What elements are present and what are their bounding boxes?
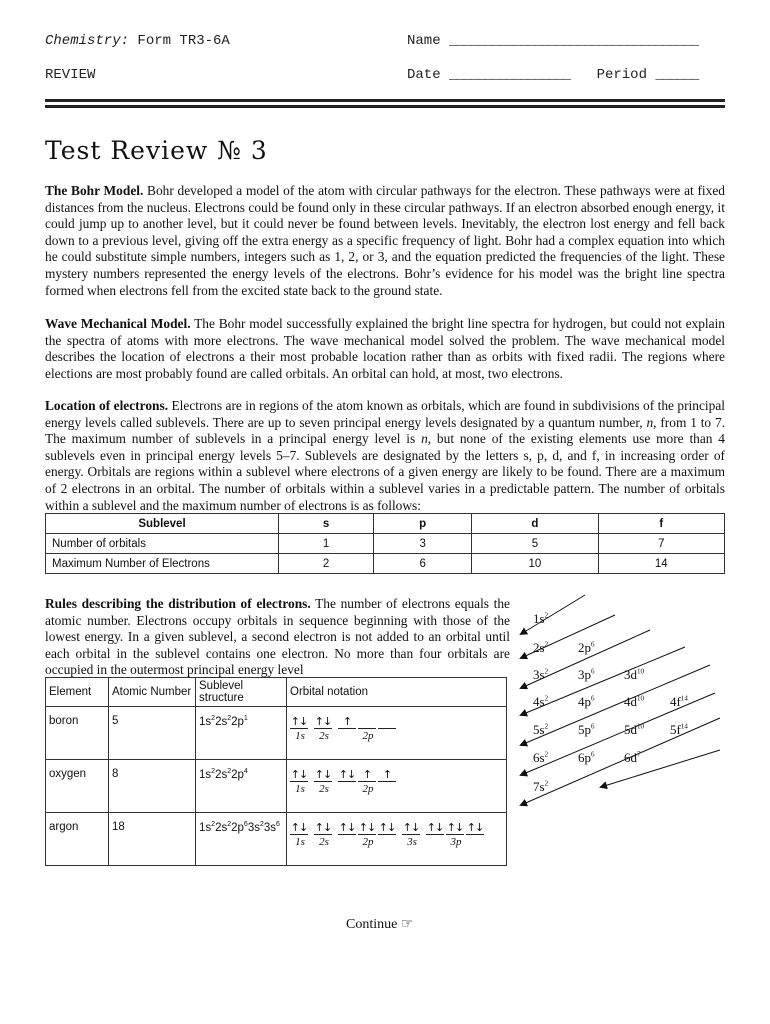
sublevel-structure: $1s^22s^22p^1$ <box>196 707 287 760</box>
orbital-box: ↑↓ <box>446 821 464 834</box>
sublevel-label: $5s^2$ <box>533 722 549 737</box>
orbital-diagram <box>290 815 503 848</box>
orbital-box: ↑↓ <box>402 821 420 834</box>
sublevel-label: $4s^2$ <box>533 694 549 709</box>
sublevel-structure: $1s^22s^22p^63s^23s^6$ <box>196 813 287 866</box>
header-rule-top <box>45 99 725 102</box>
name-field <box>407 33 698 49</box>
table-header-cell: f <box>598 514 724 534</box>
sublevel-label: $1s^2$ <box>533 611 549 626</box>
location-heading: Location of electrons. <box>45 398 169 413</box>
element-name: boron <box>46 707 109 760</box>
location-body-a: Electrons are in regions of the atom known as orbitals, which are found in subdivisions of the principal energy levels called sublevels. There are up to seven principal energy levels designated by a quantum number, <box>45 398 725 430</box>
orbital-box: ↑ <box>378 768 396 782</box>
period-label: Period <box>596 67 647 83</box>
table-cell: 1 <box>279 534 374 554</box>
orbital-notation <box>287 760 507 813</box>
element-name: oxygen <box>46 760 109 813</box>
orbital-label: 2p <box>362 783 374 795</box>
table-cell: 2 <box>279 554 374 574</box>
orbital-group <box>426 821 486 848</box>
element-name: argon <box>46 813 109 866</box>
orbital-box: ↑↓ <box>426 821 444 834</box>
sublevel-label: $4p^6$ <box>578 694 595 709</box>
sublevel-label: $2p^6$ <box>578 640 595 655</box>
orbital-group <box>290 821 310 848</box>
header-line-1 <box>45 33 230 49</box>
name-blank: ___________________________________ <box>449 33 698 49</box>
table-header-cell: d <box>472 514 598 534</box>
table-header-cell: Sublevel <box>46 514 279 534</box>
wave-body: The Bohr model successfully explained the bright line spectra for hydrogen, but could not explain the spectra of atoms with more electrons. The wave mechanical model solved the problem. The wave mechanical model describes the location of electrons a their most probable location rather than as orbits with fixed radii. The regions where elections are most probably found are called orbitals. An orbital can hold, at most, two electrons. <box>45 316 725 381</box>
sublevel-label: $3p^6$ <box>578 667 595 682</box>
orbital-box: ↑↓ <box>466 821 484 834</box>
review-label: REVIEW <box>45 67 96 83</box>
orbital-box: ↑↓ <box>290 821 308 834</box>
orbital-label: 1s <box>295 836 305 848</box>
orbital-label: 2s <box>319 836 329 848</box>
table-header-cell: s <box>279 514 374 534</box>
orbital-box: ↑↓ <box>314 821 332 834</box>
bohr-body: Bohr developed a model of the atom with circular pathways for the electron. These pathways were at fixed distances from the nucleus. Electrons could be found only in these circular pathways. If an electron absorbed enough energy, it could jump up to another level, but it could never be found between levels. Inevitably, the electron lost energy and fell back down to a previous level, giving off the extra energy as a specific frequency of light. Bohr had a complex equation into which he could substitute simple numbers, integers such as 1, 2, or 3, and the equation predicted the frequencies of the light. These mystery numbers represented the energy levels of the electrons. Bohr’s evidence for his model was the bright line spectra formed when electrons fell from the excited state back to the ground state. <box>45 183 725 298</box>
table-header-cell: p <box>374 514 472 534</box>
orbital-box: ↑ <box>358 768 376 782</box>
orbital-box: ↑ <box>338 715 356 729</box>
table-row <box>46 813 507 866</box>
orbital-label: 3s <box>407 836 417 848</box>
orbital-box: ↑↓ <box>378 821 396 834</box>
orbital-label: 2s <box>319 783 329 795</box>
orbital-box: ↑↓ <box>338 768 356 781</box>
table-cell: Maximum Number of Electrons <box>46 554 279 574</box>
date-label: Date <box>407 67 441 83</box>
orbital-diagram <box>290 709 503 742</box>
orbital-box: ↑↓ <box>290 768 308 781</box>
date-blank: _________________ <box>449 67 570 83</box>
period-blank: ______ <box>655 67 698 83</box>
orbital-box: ↑↓ <box>358 821 376 834</box>
orbital-diagram <box>290 762 503 795</box>
table-header-cell: Orbital notation <box>287 678 507 707</box>
sublevel-label: $3s^2$ <box>533 667 549 682</box>
subject-label: Chemistry: <box>45 33 130 49</box>
rules-heading: Rules describing the distribution of electrons. <box>45 596 311 611</box>
quantum-n-2: n <box>421 431 428 447</box>
orbital-group <box>338 715 398 742</box>
orbital-label: 2p <box>362 836 374 848</box>
location-body-b: , from 1 to 7. The maximum number of sublevels in a principal energy level is <box>45 414 725 447</box>
sublevel-label: $4d^{10}$ <box>624 694 644 709</box>
sublevel-label: $5d^{10}$ <box>624 722 644 737</box>
sublevel-label: $6p^6$ <box>578 750 595 765</box>
table-header-cell: Element <box>46 678 109 707</box>
orbital-label: 2s <box>319 730 329 742</box>
table-cell: 10 <box>472 554 598 574</box>
table-row <box>46 707 507 760</box>
electron-table-header <box>46 678 507 707</box>
orbital-notation <box>287 813 507 866</box>
sublevel-table-header <box>46 514 725 534</box>
sublevel-label: $6d^7$ <box>624 750 641 765</box>
table-row <box>46 760 507 813</box>
sublevel-label: $7s^2$ <box>533 779 549 794</box>
sublevel-label: $6s^2$ <box>533 750 549 765</box>
orbital-notation <box>287 707 507 760</box>
sublevel-label: $3d^{10}$ <box>624 667 644 682</box>
form-label: Form TR3-6A <box>137 33 230 49</box>
electron-configuration-table <box>45 677 507 866</box>
sublevel-structure: $1s^22s^22p^4$ <box>196 760 287 813</box>
orbital-group <box>338 821 398 848</box>
name-label: Name <box>407 33 441 49</box>
sublevel-label: $4f^{14}$ <box>670 694 688 709</box>
orbital-group <box>338 768 398 795</box>
table-row <box>46 534 725 554</box>
rules-paragraph <box>45 596 510 679</box>
orbital-label: 1s <box>295 730 305 742</box>
bohr-paragraph <box>45 183 725 299</box>
orbital-box: ↑↓ <box>314 715 332 728</box>
atomic-number: 18 <box>109 813 196 866</box>
pointing-hand-icon: ☞ <box>400 916 414 932</box>
bohr-heading: The Bohr Model. <box>45 183 144 198</box>
table-row <box>46 554 725 574</box>
orbital-group <box>314 821 334 848</box>
orbital-label: 1s <box>295 783 305 795</box>
rules-body: The number of electrons equals the atomic number. Electrons occupy orbitals in sequence beginning with those of the lowest energy. In a given sublevel, a second electron is not added to an orbital until each orbital in the sublevel contains one electron. No more than four orbitals are occupied in the outermost principal energy level <box>45 596 510 678</box>
sublevel-label: $5p^6$ <box>578 722 595 737</box>
orbital-box <box>378 715 396 729</box>
orbital-group <box>290 768 310 795</box>
table-cell: 3 <box>374 534 472 554</box>
sublevel-table <box>45 513 725 574</box>
orbital-group <box>402 821 422 848</box>
sublevel-label: $5f^{14}$ <box>670 722 688 737</box>
table-cell: Number of orbitals <box>46 534 279 554</box>
atomic-number: 8 <box>109 760 196 813</box>
quantum-n-1: n <box>646 414 654 430</box>
orbital-label: 2p <box>362 730 374 742</box>
orbital-label: 3p <box>450 836 462 848</box>
wave-paragraph <box>45 316 725 382</box>
continue-label: Continue <box>346 917 398 932</box>
sublevel-label: $2s^2$ <box>533 640 549 655</box>
date-period-field <box>407 67 698 83</box>
table-header-cell: Atomic Number <box>109 678 196 707</box>
atomic-number: 5 <box>109 707 196 760</box>
table-cell: 5 <box>472 534 598 554</box>
header-rule-bottom <box>45 105 725 108</box>
orbital-box: ↑↓ <box>314 768 332 781</box>
orbital-box: ↑↓ <box>338 821 356 834</box>
continue-link[interactable] <box>346 916 413 933</box>
table-header-cell: Sublevel structure <box>196 678 287 707</box>
table-cell: 7 <box>598 534 724 554</box>
orbital-box <box>358 715 376 729</box>
location-paragraph <box>45 398 725 514</box>
page-title: Test Review № 3 <box>45 136 268 165</box>
orbital-group <box>290 715 310 742</box>
orbital-box: ↑↓ <box>290 715 308 728</box>
orbital-group <box>314 715 334 742</box>
table-cell: 14 <box>598 554 724 574</box>
orbital-group <box>314 768 334 795</box>
table-cell: 6 <box>374 554 472 574</box>
wave-heading: Wave Mechanical Model. <box>45 316 191 331</box>
location-body-c: , but none of the existing elements use more than 4 sublevels even in principal energy levels 5–7. Sublevels are designated by the letters s, p, d, and f, in increasing order of energy. Orbitals are regions within a sublevel where electrons of a given energy are likely to be found. There are a maximum of 2 electrons in an orbital. The number of orbitals within a sublevel varies in a predictable pattern. The number of orbitals within a sublevel and the maximum number of electrons is as follows: <box>45 431 726 513</box>
aufbau-diagram <box>515 585 735 815</box>
